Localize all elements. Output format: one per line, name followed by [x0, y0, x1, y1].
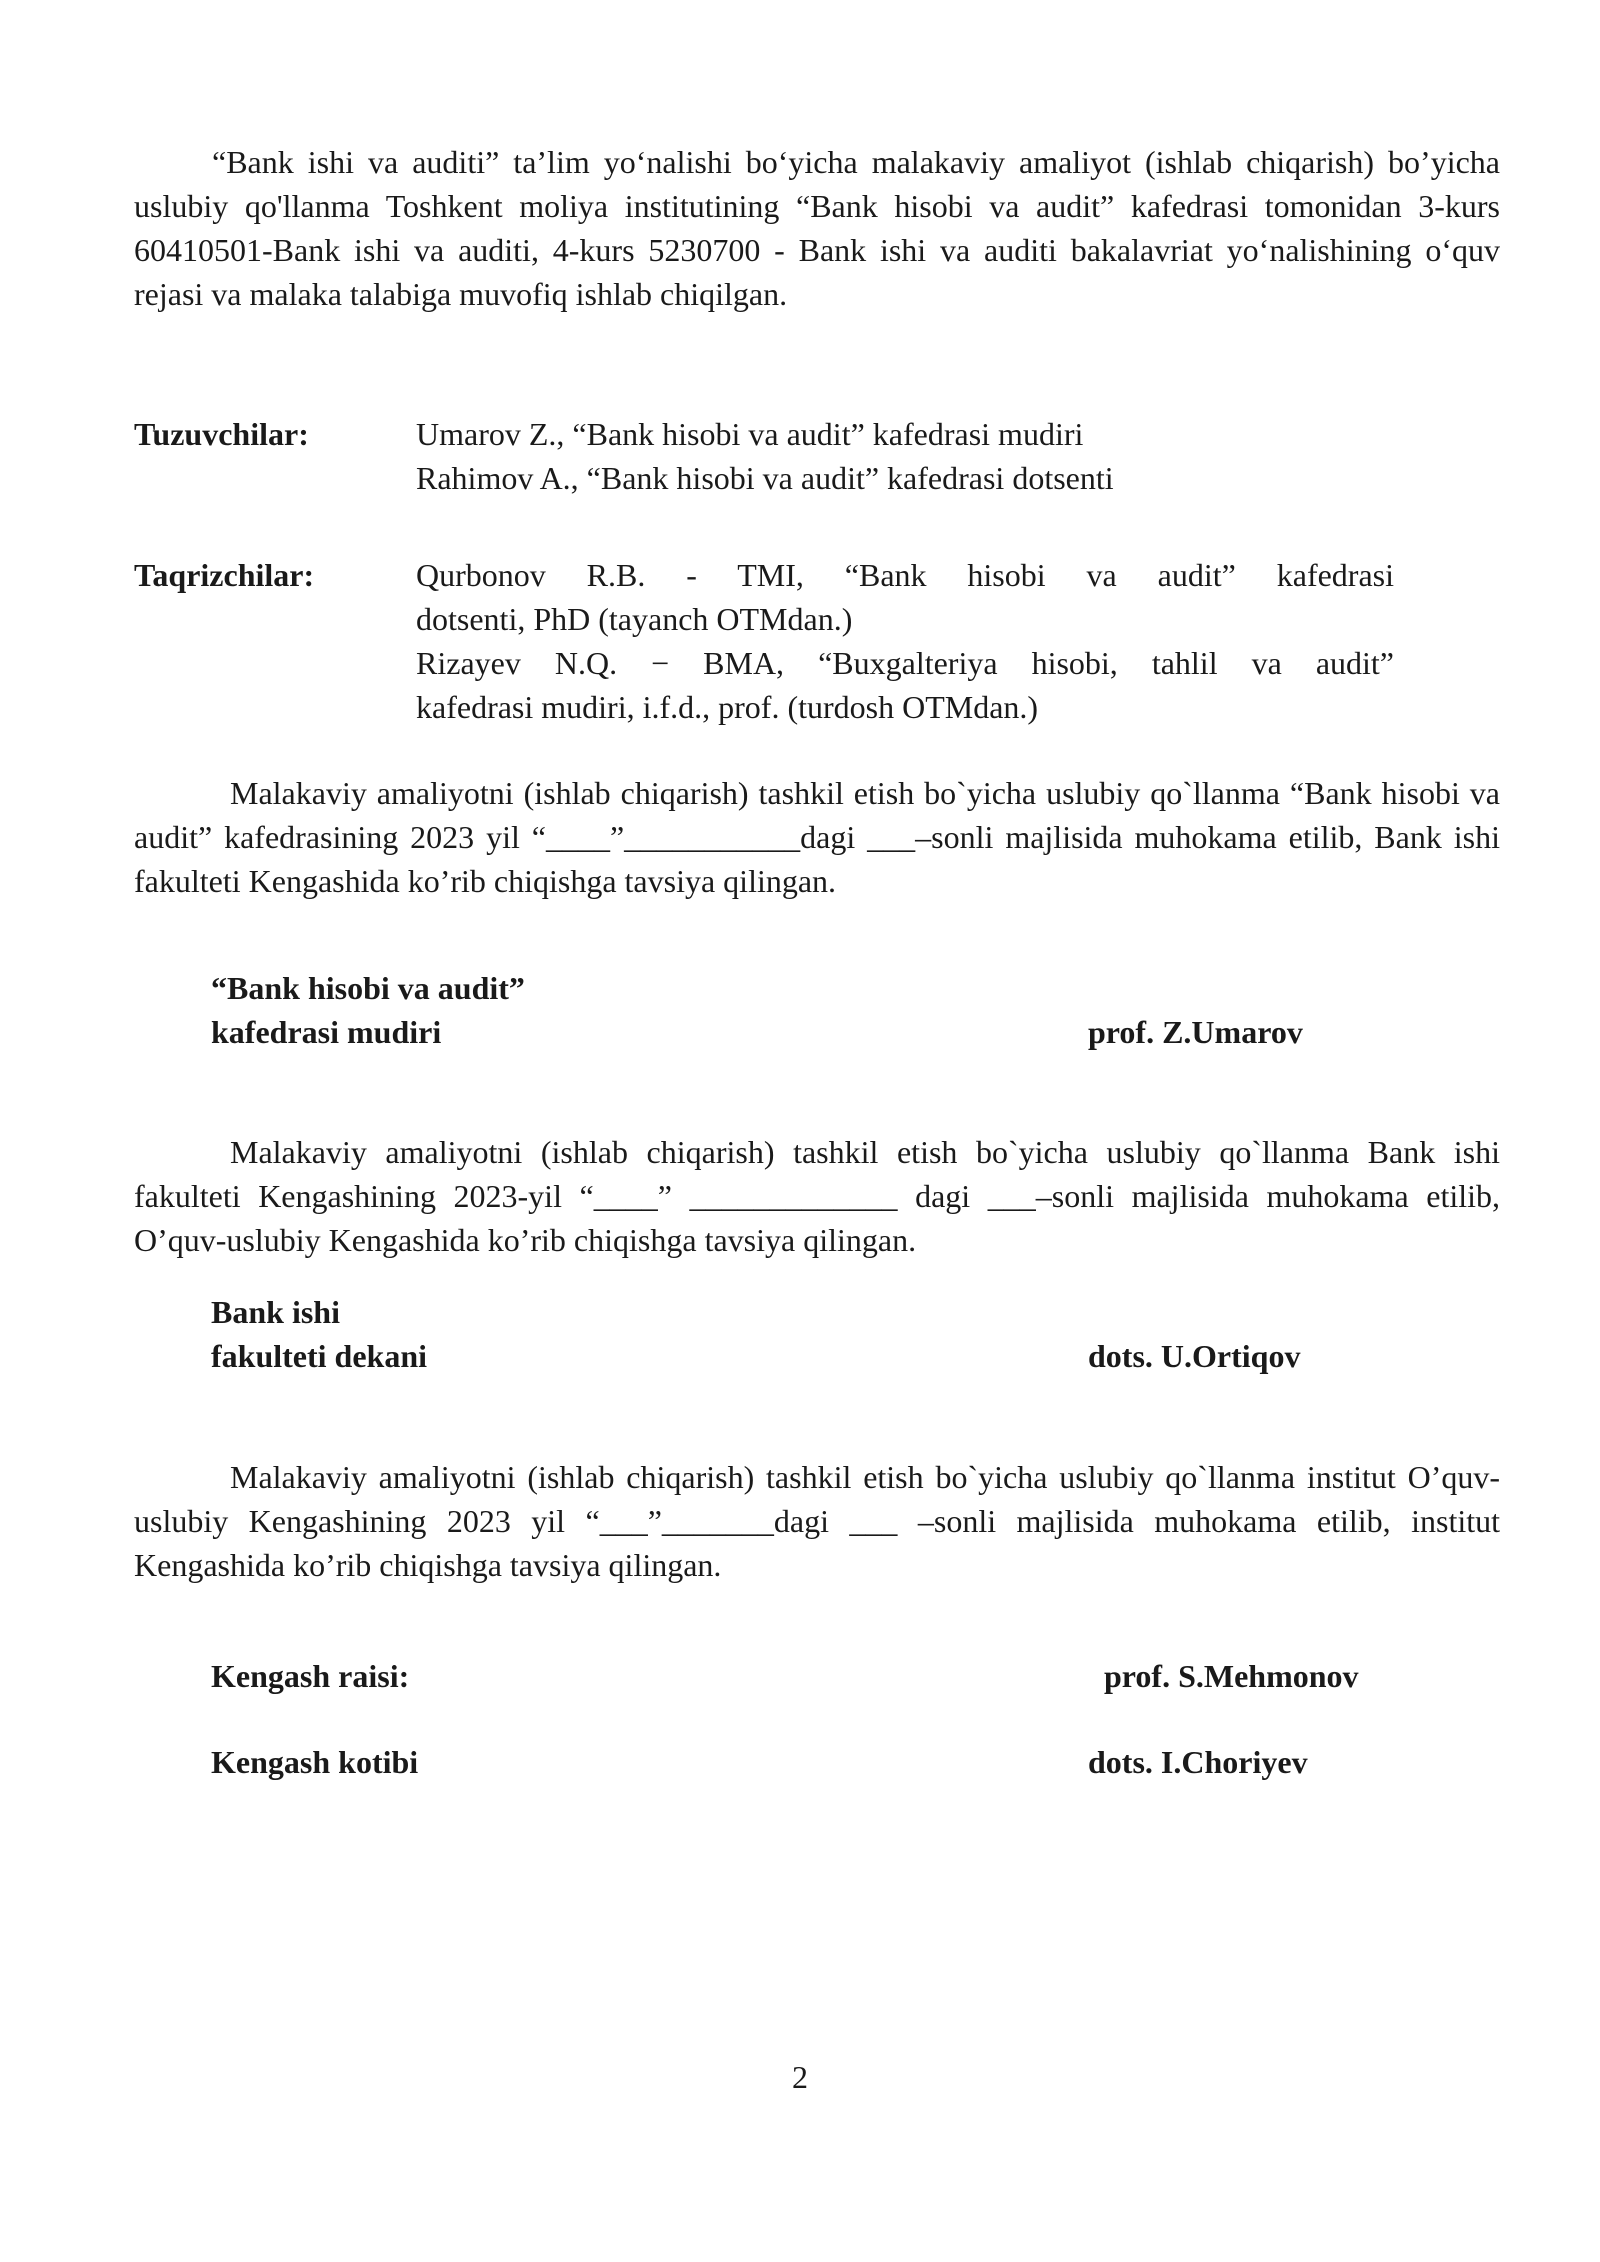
reviewers-label: Taqrizchilar: — [134, 557, 315, 593]
department-approval-paragraph: Malakaviy amaliyotni (ishlab chiqarish) tashkil etish bo`yicha uslubiy qo`llanma “Bank hisobi va audit” kafedrasining 2023 yil “____”___________dagi ___–sonli majlisida muhokama etilib, Bank ishi fakulteti Kengashida ko’rib chiqishga tavsiya qilingan. — [134, 775, 1500, 899]
signature-title-line: Bank ishi — [211, 1294, 340, 1330]
page-number: 2 — [792, 2059, 808, 2095]
reviewer-entry-line: Rizayev N.Q. − BMA, “Buxgalteriya hisobi, tahlil va audit” — [416, 645, 1394, 681]
intro-paragraph: “Bank ishi va auditi” ta’lim yo‘nalishi bo‘yicha malakaviy amaliyot (ishlab chiqarish) bo’yicha uslubiy qo'llanma Toshkent moliya institutining “Bank hisobi va audit” kafedrasi tomonidan 3-kurs 60410501-Bank ishi va auditi, 4-kurs 5230700 - Bank ishi va auditi bakalavriat yo‘nalishining o‘quv rejasi va malaka talabiga muvofiq ishlab chiqilgan. — [134, 144, 1500, 312]
department-head-title — [211, 966, 525, 1054]
council-chair-name: prof. S.Mehmonov — [1104, 1658, 1359, 1694]
dean-title — [211, 1290, 427, 1378]
reviewers-list — [416, 553, 1394, 729]
council-chair-label: Kengash raisi: — [211, 1658, 410, 1694]
compilers-list — [416, 412, 1394, 500]
council-secretary-label: Kengash kotibi — [211, 1744, 419, 1780]
signature-title-line: “Bank hisobi va audit” — [211, 970, 525, 1006]
institute-approval-paragraph: Malakaviy amaliyotni (ishlab chiqarish) tashkil etish bo`yicha uslubiy qo`llanma institut O’quv-uslubiy Kengashining 2023 yil “___”_______dagi ___ –sonli majlisida muhokama etilib, institut Kengashida ko’rib chiqishga tavsiya qilingan. — [134, 1459, 1500, 1583]
department-head-name: prof. Z.Umarov — [1088, 1014, 1303, 1050]
compilers-label: Tuzuvchilar: — [134, 416, 309, 452]
reviewer-entry-line: Qurbonov R.B. - TMI, “Bank hisobi va audit” kafedrasi — [416, 557, 1394, 593]
reviewer-entry-line: dotsenti, PhD (tayanch OTMdan.) — [416, 601, 853, 637]
faculty-approval-paragraph: Malakaviy amaliyotni (ishlab chiqarish) tashkil etish bo`yicha uslubiy qo`llanma Bank ishi fakulteti Kengashining 2023-yil “____” _____________ dagi ___–sonli majlisida muhokama etilib, O’quv-uslubiy Kengashida ko’rib chiqishga tavsiya qilingan. — [134, 1134, 1500, 1258]
dean-name: dots. U.Ortiqov — [1088, 1338, 1301, 1374]
compiler-entry: Umarov Z., “Bank hisobi va audit” kafedrasi mudiri — [416, 416, 1084, 452]
council-secretary-name: dots. I.Choriyev — [1088, 1744, 1308, 1780]
compiler-entry: Rahimov A., “Bank hisobi va audit” kafedrasi dotsenti — [416, 460, 1114, 496]
reviewer-entry-line: kafedrasi mudiri, i.f.d., prof. (turdosh OTMdan.) — [416, 689, 1039, 725]
signature-title-line: fakulteti dekani — [211, 1338, 428, 1374]
signature-title-line: kafedrasi mudiri — [211, 1014, 442, 1050]
